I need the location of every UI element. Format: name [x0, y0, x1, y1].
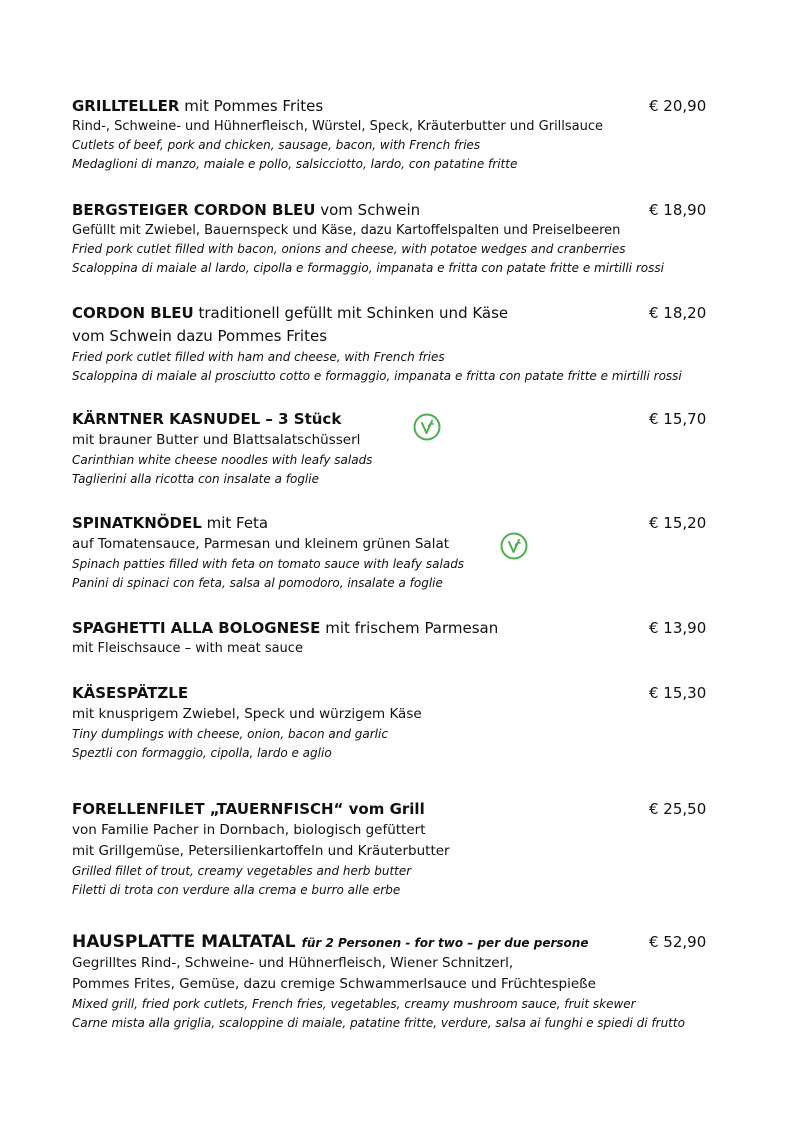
item-english-description: Spinach patties filled with feta on tomato sauce with leafy salads [72, 557, 465, 571]
item-price: € 18,20 [649, 304, 707, 322]
item-title [72, 931, 712, 953]
item-name-suffix: mit frischem Parmesan [325, 619, 499, 637]
item-italian-description: Scaloppina di maiale al lardo, cipolla e formaggio, impanata e fritta con patate fritte e mirtilli rossi [72, 261, 664, 275]
item-name-suffix: vom Schwein [320, 201, 421, 219]
item-title [72, 199, 712, 221]
menu-item-grillteller [72, 95, 712, 174]
item-name: SPINATKNÖDEL [72, 514, 202, 532]
item-name: CORDON BLEU [72, 304, 194, 322]
item-price: € 20,90 [649, 97, 707, 115]
item-description: mit brauner Butter und Blattsalatschüsserl [72, 432, 361, 448]
menu-item-cordon-bleu [72, 302, 712, 386]
item-name: HAUSPLATTE MALTATAL [72, 932, 296, 952]
item-description: Gegrilltes Rind-, Schweine- und Hühnerfleisch, Wiener Schnitzerl, [72, 955, 514, 971]
item-price: € 13,90 [649, 619, 707, 637]
item-price: € 52,90 [649, 933, 707, 951]
item-name-suffix: traditionell gefüllt mit Schinken und Käse [198, 304, 509, 322]
item-title [72, 512, 712, 534]
item-description: mit knusprigem Zwiebel, Speck und würzigem Käse [72, 706, 422, 722]
item-name: KÄRNTNER KASNUDEL – 3 Stück [72, 410, 342, 428]
item-title [72, 798, 712, 820]
item-name: SPAGHETTI ALLA BOLOGNESE [72, 619, 321, 637]
item-english-description: Tiny dumplings with cheese, onion, bacon and garlic [72, 727, 388, 741]
item-name-suffix: mit Feta [206, 514, 269, 532]
item-english-description: Fried pork cutlet filled with ham and cheese, with French fries [72, 350, 445, 364]
item-name: FORELLENFILET „TAUERNFISCH“ vom Grill [72, 800, 425, 818]
item-italian-description: Carne mista alla griglia, scaloppine di maiale, patatine fritte, verdure, salsa ai funghi e spiedi di frutto [72, 1016, 685, 1030]
item-italian-description: Filetti di trota con verdure alla crema e burro alle erbe [72, 883, 401, 897]
item-italian-description: Scaloppina di maiale al prosciutto cotto e formaggio, impanata e fritta con patate fritte e mirtilli rossi [72, 369, 682, 383]
item-description: vom Schwein dazu Pommes Frites [72, 327, 328, 345]
item-title [72, 95, 712, 117]
menu-item-bergsteiger-cordon-bleu [72, 199, 712, 278]
item-description: Gefüllt mit Zwiebel, Bauernspeck und Käse, dazu Kartoffelspalten und Preiselbeeren [72, 223, 621, 238]
menu-item-spinatknoedel [72, 512, 712, 593]
menu-item-hausplatte-maltatal [72, 931, 712, 1033]
item-name-suffix: mit Pommes Frites [184, 97, 324, 115]
item-description: mit Fleischsauce – with meat sauce [72, 641, 303, 656]
item-name: GRILLTELLER [72, 97, 180, 115]
item-title [72, 617, 712, 639]
item-description: Rind-, Schweine- und Hühnerfleisch, Würstel, Speck, Kräuterbutter und Grillsauce [72, 119, 604, 134]
item-description: mit Grillgemüse, Petersilienkartoffeln und Kräuterbutter [72, 843, 450, 859]
item-name-suffix: für 2 Personen - for two – per due persone [301, 936, 589, 950]
item-price: € 15,30 [649, 684, 707, 702]
item-description: von Familie Pacher in Dornbach, biologisch gefüttert [72, 822, 426, 838]
item-english-description: Cutlets of beef, pork and chicken, sausage, bacon, with French fries [72, 138, 481, 152]
vegetarian-icon [500, 532, 528, 560]
menu-item-spaghetti-bolognese [72, 617, 712, 658]
item-description: Pommes Frites, Gemüse, dazu cremige Schwammerlsauce und Früchtespieße [72, 976, 596, 992]
item-price: € 18,90 [649, 201, 707, 219]
item-italian-description: Taglierini alla ricotta con insalate a foglie [72, 472, 319, 486]
item-name: BERGSTEIGER CORDON BLEU [72, 201, 316, 219]
item-price: € 15,70 [649, 410, 707, 428]
item-english-description: Mixed grill, fried pork cutlets, French fries, vegetables, creamy mushroom sauce, fruit skewer [72, 997, 636, 1011]
item-italian-description: Medaglioni di manzo, maiale e pollo, salsicciotto, lardo, con patatine fritte [72, 157, 518, 171]
item-english-description: Grilled fillet of trout, creamy vegetables and herb butter [72, 864, 412, 878]
item-name: KÄSESPÄTZLE [72, 684, 189, 702]
item-price: € 15,20 [649, 514, 707, 532]
menu-item-kaesespaetzle [72, 682, 712, 763]
item-english-description: Carinthian white cheese noodles with leafy salads [72, 453, 373, 467]
item-title [72, 408, 712, 430]
item-price: € 25,50 [649, 800, 707, 818]
vegetarian-icon [413, 413, 441, 441]
item-title [72, 682, 712, 704]
item-english-description: Fried pork cutlet filled with bacon, onions and cheese, with potatoe wedges and cranberries [72, 242, 626, 256]
item-italian-description: Panini di spinaci con feta, salsa al pomodoro, insalate a foglie [72, 576, 443, 590]
menu-item-forellenfilet [72, 798, 712, 900]
item-italian-description: Speztli con formaggio, cipolla, lardo e aglio [72, 746, 332, 760]
menu-item-kaerntner-kasnudel [72, 408, 712, 489]
item-description: auf Tomatensauce, Parmesan und kleinem grünen Salat [72, 536, 450, 552]
item-title [72, 302, 712, 324]
